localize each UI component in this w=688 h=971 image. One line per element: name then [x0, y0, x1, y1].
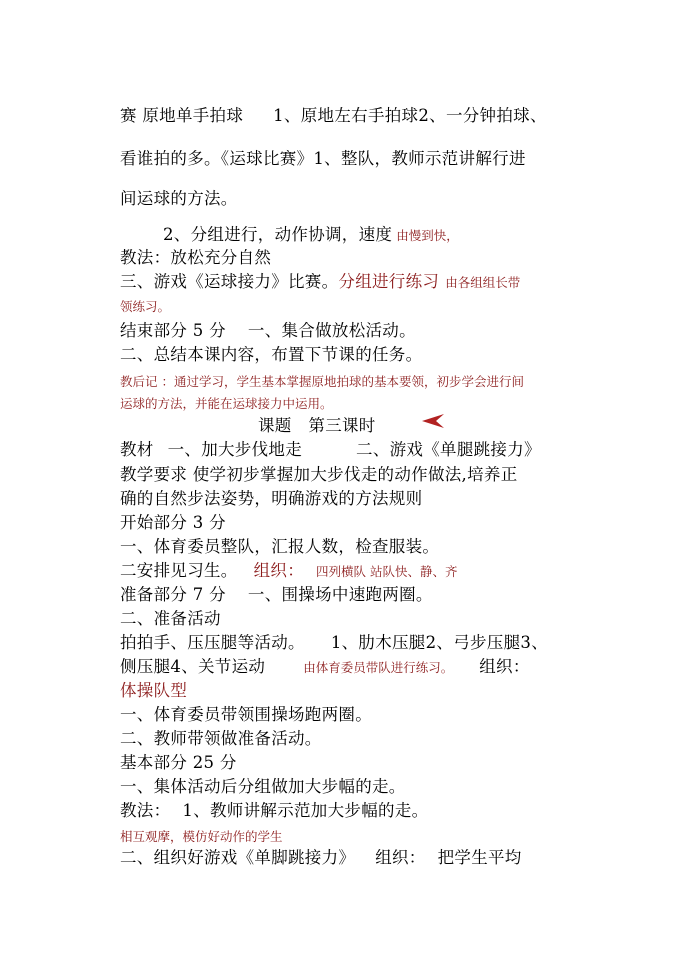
- line-28: [120, 801, 428, 821]
- text: 1、教师讲解示范加大步幅的走。: [182, 801, 429, 820]
- text: 一、围操场中速跑两圈。: [247, 585, 433, 604]
- line-9: [120, 345, 422, 365]
- text: 由各组组长带: [445, 275, 521, 290]
- text: 一、体育委员带领围操场跑两圈。: [120, 705, 372, 724]
- text: 基本部分 25 分: [120, 753, 237, 772]
- text: 看谁拍的多。《运球比赛》1、整队，教师示范讲解行进: [120, 149, 526, 168]
- text: 2、分组进行，动作协调，速度: [163, 225, 393, 244]
- line-30: [120, 848, 522, 868]
- text: 把学生平均: [437, 848, 522, 867]
- text: 二、教师带领做准备活动。: [120, 729, 322, 748]
- text: 教学要求 使学初步掌握加大步伐走的动作做法,培养正: [120, 465, 518, 484]
- line-5: [120, 248, 271, 268]
- text: 分组进行练习: [338, 272, 440, 291]
- text: 一、体育委员整队，汇报人数，检查服装。: [120, 537, 440, 556]
- line-8: [120, 321, 416, 341]
- line-12: [258, 416, 376, 436]
- line-24: [120, 705, 372, 725]
- line-2: [120, 149, 526, 169]
- text: 1、肋木压腿2、弓步压腿3、: [330, 633, 549, 652]
- line-3: [120, 189, 238, 209]
- text: 组织：: [253, 561, 305, 580]
- line-22: [120, 657, 530, 678]
- text: 侧压腿4、关节运动: [120, 657, 266, 676]
- text: 一、集体活动后分组做加大步幅的走。: [120, 777, 406, 796]
- text: 赛 原地单手拍球: [120, 106, 244, 125]
- text: 间运球的方法。: [120, 189, 238, 208]
- line-11: [120, 394, 333, 414]
- text: 教法：: [120, 801, 171, 820]
- text: 由慢到快，: [396, 228, 459, 243]
- line-27: [120, 777, 406, 797]
- line-7: [120, 297, 170, 317]
- text: 确的自然步法姿势，明确游戏的方法规则: [120, 489, 423, 508]
- line-29: [120, 827, 283, 847]
- text: 四列横队 站队快、静、齐: [316, 564, 458, 579]
- line-20: [120, 609, 221, 629]
- text: 准备部分 7 分: [120, 585, 226, 604]
- line-1: [120, 106, 547, 126]
- line-21: [120, 633, 548, 653]
- text: 三、游戏《运球接力》比赛。: [120, 272, 339, 291]
- line-18: [120, 561, 458, 582]
- text: 相互观摩，模仿好动作的学生: [120, 829, 283, 844]
- text: 体操队型: [120, 681, 188, 700]
- text: 教材: [120, 440, 154, 459]
- text: 领练习。: [120, 299, 171, 314]
- text: 1、原地左右手拍球2、一分钟拍球、: [273, 106, 547, 125]
- text: 一、集合做放松活动。: [247, 321, 416, 340]
- line-16: [120, 513, 226, 533]
- text: 二、准备活动: [120, 609, 221, 628]
- line-6: [120, 272, 520, 293]
- line-26: [120, 753, 237, 773]
- text: 二安排见习生。: [120, 561, 238, 580]
- text: 开始部分 3 分: [120, 513, 226, 532]
- text: 教后记 ：通过学习，学生基本掌握原地拍球的基本要领，初步学会进行间: [120, 374, 524, 389]
- line-10: [120, 372, 524, 392]
- text: 二、游戏《单腿跳接力》: [356, 440, 541, 459]
- text: 组织：: [375, 848, 426, 867]
- text: 二、总结本课内容，布置下节课的任务。: [120, 345, 423, 364]
- lesson-title: 课题 第三课时: [258, 416, 376, 435]
- line-19: [120, 585, 433, 605]
- line-15: [120, 489, 422, 509]
- text: 教法：放松充分自然: [120, 248, 272, 267]
- line-4: [163, 225, 459, 246]
- line-25: [120, 729, 322, 749]
- text: 拍拍手、压压腿等活动。: [120, 633, 305, 652]
- line-14: [120, 465, 518, 485]
- arrow-left-icon: [422, 414, 444, 428]
- text: 二、组织好游戏《单脚跳接力》: [120, 848, 356, 867]
- text: 组织：: [479, 657, 530, 676]
- line-17: [120, 537, 439, 557]
- line-13: [120, 440, 541, 460]
- text: 由体育委员带队进行练习。: [303, 660, 454, 675]
- text: 运球的方法，并能在运球接力中运用。: [120, 396, 333, 411]
- text: 结束部分 5 分: [120, 321, 226, 340]
- line-23: [120, 681, 187, 701]
- text: 一、加大步伐地走: [167, 440, 303, 459]
